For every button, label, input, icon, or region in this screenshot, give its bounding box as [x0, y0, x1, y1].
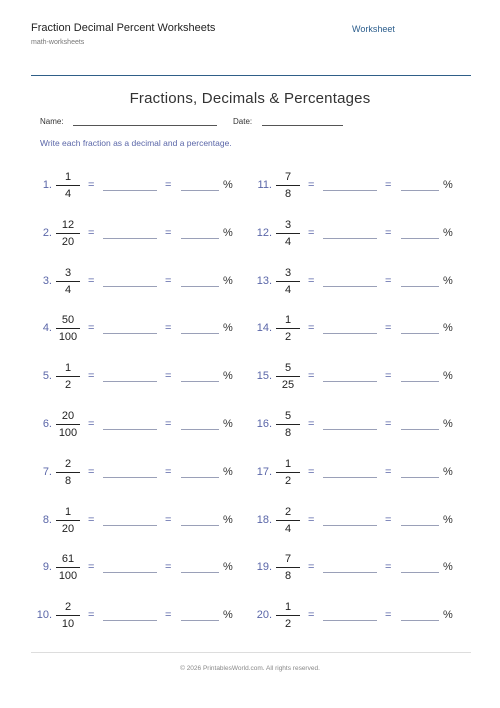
equals-sign: =: [88, 179, 95, 191]
problem-number: 16.: [256, 418, 272, 430]
fraction-bar: [276, 567, 300, 568]
fraction-bar: [56, 233, 80, 234]
equals-sign: =: [308, 179, 315, 191]
percent-answer-blank[interactable]: [401, 525, 439, 526]
percent-answer-blank[interactable]: [401, 190, 439, 191]
decimal-answer-blank[interactable]: [323, 333, 377, 334]
problem-item: [36, 362, 246, 392]
fraction: [56, 314, 80, 344]
instructions: Write each fraction as a decimal and a percentage.: [40, 138, 232, 148]
problem-number: 4.: [42, 322, 52, 334]
fraction-bar: [56, 376, 80, 377]
problem-number: 14.: [256, 322, 272, 334]
percent-answer-blank[interactable]: [401, 381, 439, 382]
fraction: [276, 314, 300, 344]
equals-sign: =: [308, 609, 315, 621]
percent-answer-blank[interactable]: [181, 286, 219, 287]
problem-number: 1.: [42, 179, 52, 191]
fraction-denominator: 2: [64, 379, 72, 391]
fraction-bar: [56, 281, 80, 282]
problem-number: 5.: [42, 370, 52, 382]
equals-sign: =: [165, 466, 172, 478]
equals-sign: =: [88, 227, 95, 239]
percent-sign: %: [443, 514, 453, 526]
equals-sign: =: [385, 275, 392, 287]
problem-number: 20.: [256, 609, 272, 621]
fraction-numerator: 20: [61, 410, 75, 422]
decimal-answer-blank[interactable]: [103, 238, 157, 239]
fraction-numerator: 3: [284, 267, 292, 279]
footer-copyright: © 2026 PrintablesWorld.com. All rights reserved.: [180, 665, 320, 672]
percent-sign: %: [443, 466, 453, 478]
equals-sign: =: [88, 418, 95, 430]
percent-answer-blank[interactable]: [181, 477, 219, 478]
fraction-bar: [56, 615, 80, 616]
problem-item: [36, 601, 246, 631]
equals-sign: =: [165, 275, 172, 287]
percent-answer-blank[interactable]: [401, 477, 439, 478]
equals-sign: =: [165, 227, 172, 239]
equals-sign: =: [385, 561, 392, 573]
decimal-answer-blank[interactable]: [323, 429, 377, 430]
problem-item: [256, 506, 466, 536]
equals-sign: =: [88, 561, 95, 573]
equals-sign: =: [308, 418, 315, 430]
footer-divider: [31, 652, 471, 653]
problem-number: 6.: [42, 418, 52, 430]
decimal-answer-blank[interactable]: [323, 190, 377, 191]
fraction-denominator: 4: [284, 236, 292, 248]
problem-number: 9.: [42, 561, 52, 573]
percent-answer-blank[interactable]: [401, 238, 439, 239]
equals-sign: =: [385, 466, 392, 478]
problem-item: [36, 171, 246, 201]
decimal-answer-blank[interactable]: [103, 381, 157, 382]
decimal-answer-blank[interactable]: [103, 477, 157, 478]
decimal-answer-blank[interactable]: [323, 572, 377, 573]
percent-sign: %: [443, 418, 453, 430]
decimal-answer-blank[interactable]: [103, 190, 157, 191]
fraction-denominator: 2: [284, 475, 292, 487]
equals-sign: =: [165, 179, 172, 191]
fraction: [56, 601, 80, 631]
equals-sign: =: [88, 370, 95, 382]
fraction-denominator: 4: [64, 284, 72, 296]
decimal-answer-blank[interactable]: [323, 620, 377, 621]
fraction-numerator: 50: [61, 314, 75, 326]
equals-sign: =: [88, 322, 95, 334]
fraction-denominator: 25: [281, 379, 295, 391]
fraction-denominator: 20: [61, 236, 75, 248]
fraction: [56, 219, 80, 249]
fraction-numerator: 1: [64, 171, 72, 183]
fraction-numerator: 7: [284, 171, 292, 183]
problem-item: [36, 267, 246, 297]
percent-sign: %: [223, 370, 233, 382]
decimal-answer-blank[interactable]: [103, 429, 157, 430]
problem-item: [36, 506, 246, 536]
decimal-answer-blank[interactable]: [323, 238, 377, 239]
fraction-denominator: 100: [58, 570, 78, 582]
fraction: [276, 458, 300, 488]
equals-sign: =: [385, 322, 392, 334]
fraction: [56, 410, 80, 440]
decimal-answer-blank[interactable]: [323, 525, 377, 526]
problem-number: 12.: [256, 227, 272, 239]
percent-answer-blank[interactable]: [181, 525, 219, 526]
fraction-numerator: 7: [284, 553, 292, 565]
problem-item: [256, 553, 466, 583]
fraction-bar: [276, 328, 300, 329]
decimal-answer-blank[interactable]: [323, 381, 377, 382]
fraction: [276, 267, 300, 297]
fraction-denominator: 8: [284, 427, 292, 439]
problem-item: [256, 458, 466, 488]
fraction-bar: [276, 472, 300, 473]
equals-sign: =: [308, 466, 315, 478]
fraction-denominator: 2: [284, 618, 292, 630]
site-subtitle: math-worksheets: [31, 39, 85, 46]
equals-sign: =: [385, 514, 392, 526]
problem-item: [256, 267, 466, 297]
problem-number: 11.: [257, 179, 272, 191]
equals-sign: =: [165, 322, 172, 334]
percent-sign: %: [443, 275, 453, 287]
equals-sign: =: [165, 514, 172, 526]
percent-sign: %: [223, 466, 233, 478]
fraction-bar: [56, 520, 80, 521]
percent-answer-blank[interactable]: [181, 429, 219, 430]
percent-sign: %: [223, 275, 233, 287]
fraction-bar: [276, 185, 300, 186]
percent-sign: %: [223, 609, 233, 621]
fraction-denominator: 8: [64, 475, 72, 487]
fraction: [56, 362, 80, 392]
problem-item: [36, 219, 246, 249]
percent-answer-blank[interactable]: [181, 381, 219, 382]
site-title[interactable]: Fraction Decimal Percent Worksheets: [31, 22, 216, 34]
fraction: [56, 267, 80, 297]
fraction-bar: [276, 424, 300, 425]
percent-answer-blank[interactable]: [401, 572, 439, 573]
fraction-numerator: 2: [284, 506, 292, 518]
percent-answer-blank[interactable]: [181, 333, 219, 334]
equals-sign: =: [165, 609, 172, 621]
percent-sign: %: [443, 322, 453, 334]
fraction-bar: [276, 520, 300, 521]
percent-answer-blank[interactable]: [181, 620, 219, 621]
fraction-numerator: 2: [64, 458, 72, 470]
fraction-numerator: 3: [64, 267, 72, 279]
fraction-numerator: 1: [284, 601, 292, 613]
problem-item: [256, 362, 466, 392]
fraction-bar: [56, 328, 80, 329]
fraction-numerator: 1: [64, 506, 72, 518]
problem-number: 18.: [256, 514, 272, 526]
fraction-bar: [56, 567, 80, 568]
equals-sign: =: [385, 179, 392, 191]
percent-sign: %: [223, 322, 233, 334]
percent-answer-blank[interactable]: [401, 429, 439, 430]
problem-number: 13.: [256, 275, 272, 287]
worksheet-link[interactable]: Worksheet: [352, 24, 395, 34]
fraction-denominator: 2: [284, 331, 292, 343]
percent-answer-blank[interactable]: [401, 620, 439, 621]
fraction-denominator: 8: [284, 570, 292, 582]
percent-answer-blank[interactable]: [181, 190, 219, 191]
equals-sign: =: [308, 322, 315, 334]
problem-item: [256, 171, 466, 201]
problem-number: 7.: [42, 466, 52, 478]
fraction-numerator: 12: [61, 219, 75, 231]
decimal-answer-blank[interactable]: [103, 333, 157, 334]
problem-number: 10.: [36, 609, 52, 621]
problem-item: [36, 314, 246, 344]
fraction-bar: [276, 281, 300, 282]
equals-sign: =: [165, 561, 172, 573]
fraction: [276, 553, 300, 583]
problem-number: 2.: [42, 227, 52, 239]
equals-sign: =: [308, 514, 315, 526]
fraction-denominator: 8: [284, 188, 292, 200]
equals-sign: =: [88, 609, 95, 621]
equals-sign: =: [88, 466, 95, 478]
equals-sign: =: [308, 275, 315, 287]
fraction: [276, 601, 300, 631]
decimal-answer-blank[interactable]: [103, 572, 157, 573]
fraction-numerator: 1: [284, 314, 292, 326]
fraction-numerator: 61: [61, 553, 75, 565]
fraction: [56, 171, 80, 201]
percent-sign: %: [223, 227, 233, 239]
percent-sign: %: [223, 561, 233, 573]
fraction-numerator: 2: [64, 601, 72, 613]
decimal-answer-blank[interactable]: [103, 286, 157, 287]
equals-sign: =: [385, 609, 392, 621]
fraction-denominator: 4: [64, 188, 72, 200]
equals-sign: =: [88, 514, 95, 526]
problem-number: 17.: [256, 466, 272, 478]
problem-item: [256, 410, 466, 440]
percent-sign: %: [223, 179, 233, 191]
fraction-bar: [276, 615, 300, 616]
fraction-denominator: 20: [61, 523, 75, 535]
percent-sign: %: [223, 514, 233, 526]
decimal-answer-blank[interactable]: [103, 620, 157, 621]
decimal-answer-blank[interactable]: [103, 525, 157, 526]
equals-sign: =: [385, 227, 392, 239]
percent-sign: %: [443, 370, 453, 382]
equals-sign: =: [308, 561, 315, 573]
percent-answer-blank[interactable]: [181, 572, 219, 573]
percent-sign: %: [223, 418, 233, 430]
fraction: [276, 506, 300, 536]
fraction-denominator: 4: [284, 523, 292, 535]
fraction: [276, 362, 300, 392]
fraction: [56, 553, 80, 583]
fraction-denominator: 100: [58, 331, 78, 343]
fraction-bar: [276, 376, 300, 377]
equals-sign: =: [308, 370, 315, 382]
fraction-denominator: 4: [284, 284, 292, 296]
fraction-numerator: 5: [284, 362, 292, 374]
percent-answer-blank[interactable]: [181, 238, 219, 239]
fraction-numerator: 1: [284, 458, 292, 470]
equals-sign: =: [308, 227, 315, 239]
problem-number: 19.: [256, 561, 272, 573]
fraction-bar: [56, 424, 80, 425]
problem-number: 15.: [256, 370, 272, 382]
problem-item: [256, 601, 466, 631]
problem-number: 3.: [42, 275, 52, 287]
equals-sign: =: [165, 370, 172, 382]
percent-sign: %: [443, 179, 453, 191]
date-label: Date:: [233, 117, 253, 126]
percent-sign: %: [443, 609, 453, 621]
equals-sign: =: [165, 418, 172, 430]
equals-sign: =: [385, 418, 392, 430]
worksheet-title: Fractions, Decimals & Percentages: [129, 90, 371, 107]
problem-item: [256, 314, 466, 344]
problem-item: [36, 458, 246, 488]
fraction-numerator: 5: [284, 410, 292, 422]
decimal-answer-blank[interactable]: [323, 477, 377, 478]
fraction: [56, 458, 80, 488]
fraction-numerator: 3: [284, 219, 292, 231]
fraction-denominator: 10: [61, 618, 75, 630]
percent-sign: %: [443, 561, 453, 573]
fraction: [276, 171, 300, 201]
equals-sign: =: [88, 275, 95, 287]
fraction: [56, 506, 80, 536]
percent-sign: %: [443, 227, 453, 239]
problem-item: [256, 219, 466, 249]
fraction: [276, 410, 300, 440]
problem-item: [36, 410, 246, 440]
fraction-denominator: 100: [58, 427, 78, 439]
fraction-bar: [56, 472, 80, 473]
decimal-answer-blank[interactable]: [323, 286, 377, 287]
percent-answer-blank[interactable]: [401, 333, 439, 334]
equals-sign: =: [385, 370, 392, 382]
fraction-numerator: 1: [64, 362, 72, 374]
problem-item: [36, 553, 246, 583]
fraction: [276, 219, 300, 249]
problem-number: 8.: [42, 514, 52, 526]
fraction-bar: [56, 185, 80, 186]
name-label: Name:: [40, 117, 64, 126]
percent-answer-blank[interactable]: [401, 286, 439, 287]
fraction-bar: [276, 233, 300, 234]
